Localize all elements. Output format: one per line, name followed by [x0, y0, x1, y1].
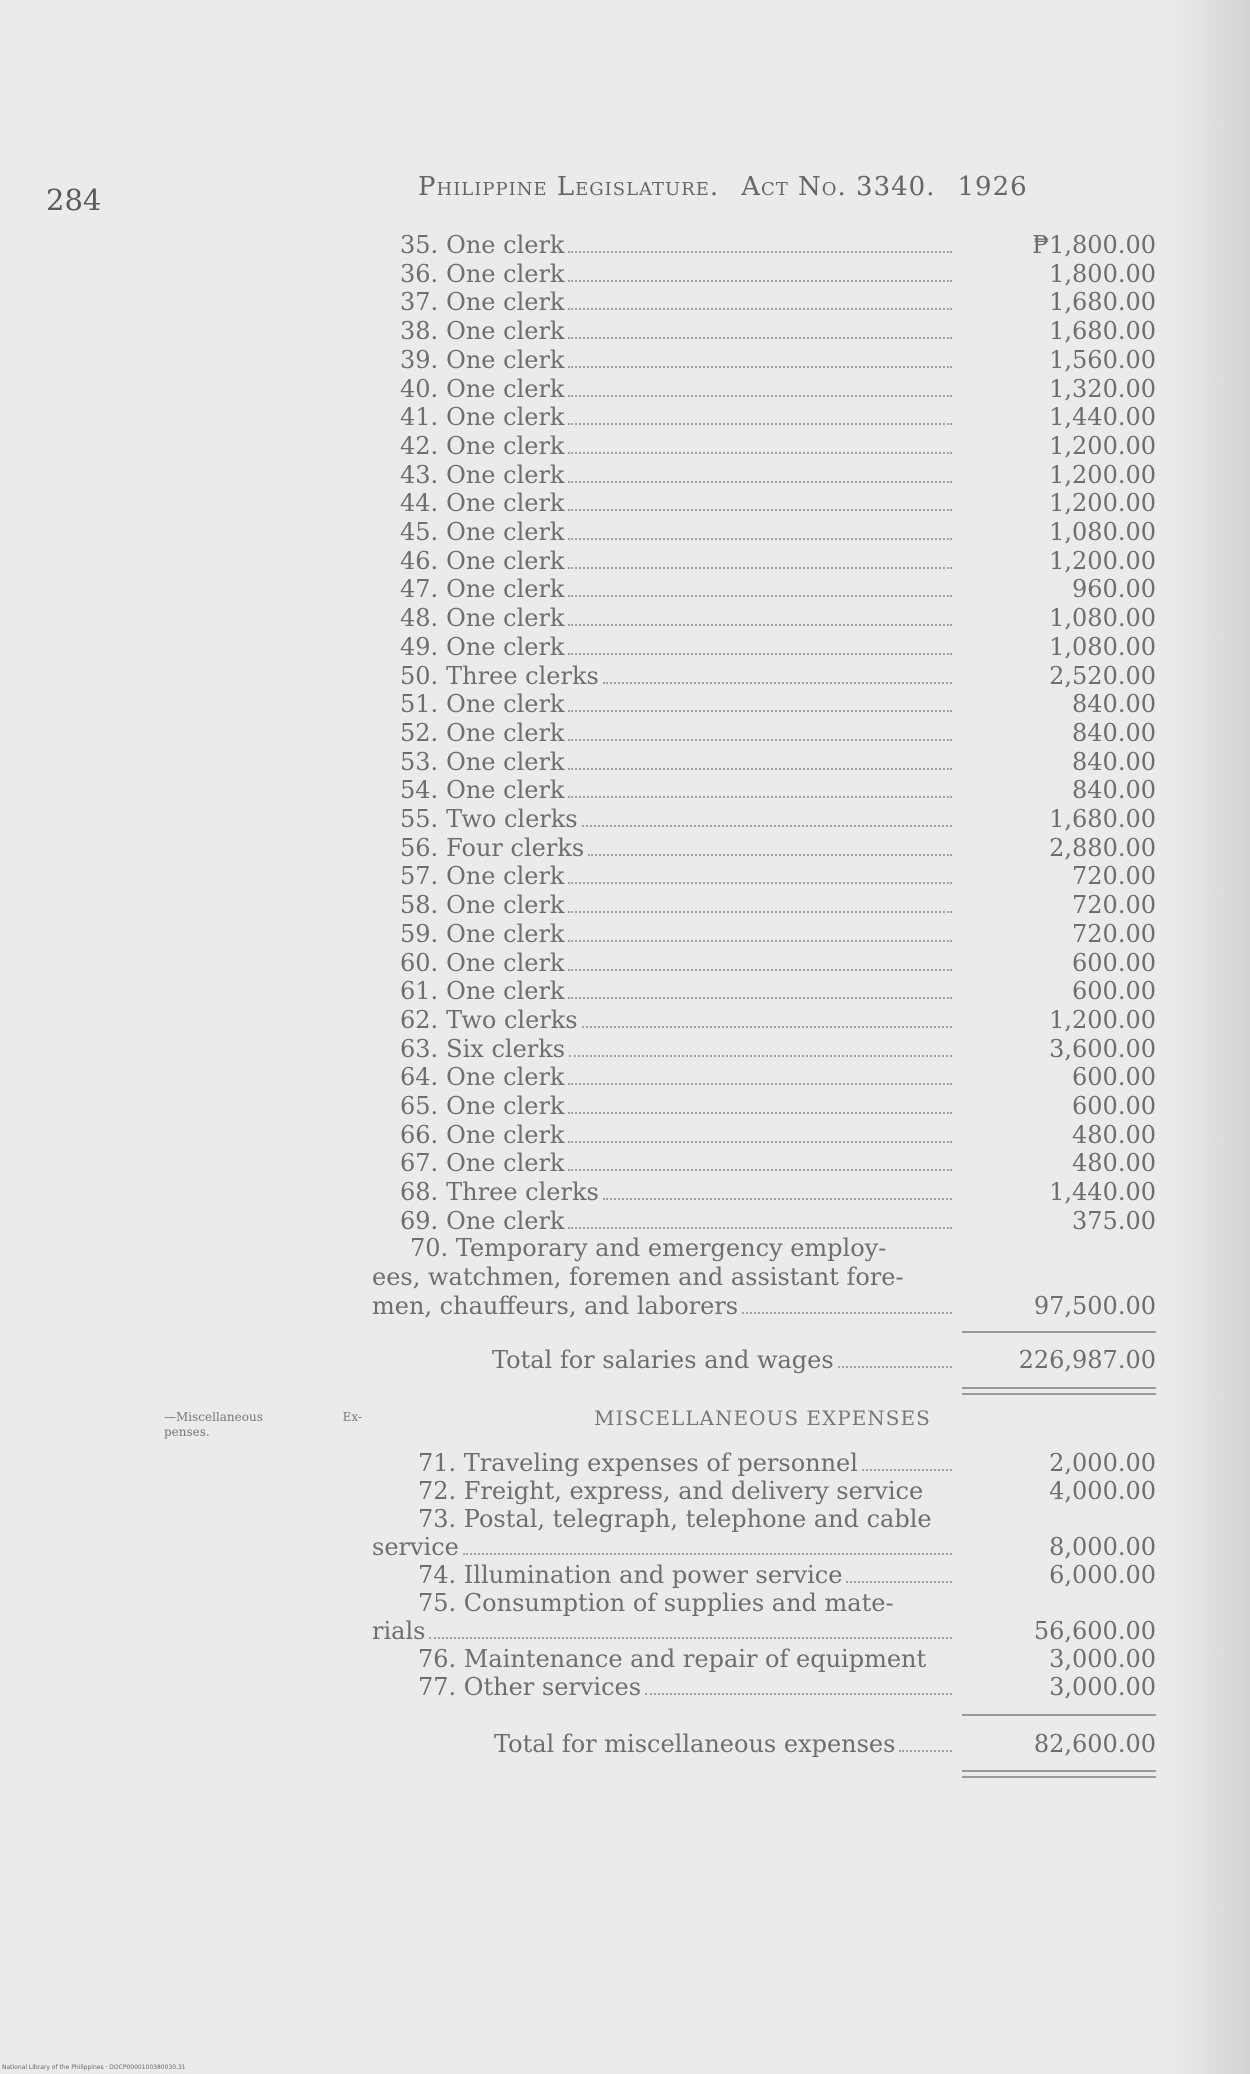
salary-item-number: 56.: [400, 833, 439, 862]
leader-dots: [568, 940, 952, 942]
salary-item-description: [400, 891, 956, 920]
salary-item-amount: 1,440.00: [1049, 403, 1156, 432]
salary-item-label: One clerk: [446, 718, 565, 747]
salary-item-row: [0, 432, 1250, 461]
salary-item-description: [400, 432, 956, 461]
salary-item-amount: 480.00: [1072, 1120, 1156, 1149]
salary-item-number: 53.: [400, 747, 439, 776]
salary-item-amount: 720.00: [1072, 891, 1156, 920]
salary-item-description: [400, 748, 956, 777]
leader-dots: [568, 969, 952, 971]
salary-item-row: [0, 1178, 1250, 1207]
salary-item-amount: 1,560.00: [1049, 345, 1156, 374]
salary-item-label: One clerk: [446, 231, 565, 259]
salary-item-amount: 1,440.00: [1049, 1178, 1156, 1207]
salary-item-row: [0, 1149, 1250, 1178]
salary-item-amount: 1,080.00: [1049, 518, 1156, 546]
salary-item-description: [400, 719, 956, 748]
salary-item-amount: 1,080.00: [1049, 604, 1156, 633]
misc-item-72-amount: 4,000.00: [1049, 1477, 1156, 1505]
salary-item-amount: 600.00: [1072, 948, 1156, 977]
salary-item-label: One clerk: [446, 891, 565, 920]
salary-item-number: 69.: [400, 1206, 439, 1235]
misc-item-76-text: 76. Maintenance and repair of equipment: [418, 1645, 927, 1673]
salary-item-label: One clerk: [446, 374, 565, 403]
salary-item-label: One clerk: [446, 632, 565, 661]
salary-item-amount: 600.00: [1072, 1063, 1156, 1092]
salary-item-amount: 375.00: [1072, 1206, 1156, 1235]
salary-item-description: [400, 346, 956, 375]
salary-item-description: [400, 805, 956, 834]
salary-item-number: 44.: [400, 489, 439, 518]
salary-item-description: [400, 834, 956, 863]
salary-item-number: 50.: [400, 661, 439, 690]
salary-item-label: Four clerks: [446, 833, 585, 862]
salaries-total-label: Total for salaries and wages: [492, 1346, 834, 1374]
salary-item-label: One clerk: [446, 575, 565, 604]
misc-item-75-line2-row: [372, 1617, 956, 1646]
salary-item-description: [400, 604, 956, 633]
salary-item-row: [0, 834, 1250, 863]
salary-item-row: [0, 288, 1250, 317]
salary-item-row: [0, 547, 1250, 576]
leader-dots: [568, 1169, 952, 1171]
total-double-rule-b: [962, 1393, 1156, 1395]
salary-item-amount: 2,880.00: [1049, 833, 1156, 862]
salary-item-row: [0, 604, 1250, 633]
salary-item-label: One clerk: [446, 431, 565, 460]
leader-dots: [742, 1312, 952, 1314]
salary-item-number: 67.: [400, 1149, 439, 1178]
leader-dots: [568, 739, 952, 741]
salary-item-row: [0, 719, 1250, 748]
misc-item-73-line2: service: [372, 1533, 459, 1561]
leader-dots: [568, 481, 952, 483]
misc-item-77: [418, 1673, 956, 1702]
salary-item-label: One clerk: [446, 1063, 565, 1092]
misc-item-71: [418, 1449, 956, 1478]
scan-footer: National Library of the Philippines · DOCP0000100380030.31: [2, 2064, 186, 2071]
salary-item-row: [0, 891, 1250, 920]
salary-item-description: [400, 317, 956, 346]
salary-item-row: [0, 748, 1250, 777]
salary-item-row: [0, 1063, 1250, 1092]
leader-dots: [568, 653, 952, 655]
salary-item-description: [400, 1035, 956, 1064]
salaries-total-row: [492, 1345, 956, 1375]
salary-item-row: [0, 346, 1250, 375]
salary-item-number: 38.: [400, 317, 439, 346]
salary-item-description: [400, 633, 956, 662]
margin-note: [164, 1410, 364, 1440]
salaries-total-amount: 226,987.00: [1018, 1346, 1156, 1374]
leader-dots: [645, 1693, 952, 1695]
salary-item-label: One clerk: [446, 919, 565, 948]
salary-item-number: 47.: [400, 575, 439, 604]
salary-item-label: One clerk: [446, 862, 565, 891]
salary-item-number: 63.: [400, 1034, 439, 1063]
salary-item-number: 42.: [400, 431, 439, 460]
leader-dots: [568, 251, 952, 253]
salary-item-label: Two clerks: [446, 1005, 578, 1034]
leader-dots: [568, 710, 952, 712]
salary-item-label: Two clerks: [446, 805, 578, 833]
salary-item-number: 39.: [400, 345, 439, 374]
salary-item-number: 54.: [400, 776, 439, 805]
salary-item-label: One clerk: [446, 747, 565, 776]
salary-item-number: 58.: [400, 891, 439, 920]
item70-line3-row: [372, 1292, 956, 1321]
leader-dots: [838, 1366, 952, 1368]
leader-dots: [899, 1750, 952, 1752]
salary-item-number: 36.: [400, 259, 439, 288]
salary-item-amount: 1,200.00: [1049, 489, 1156, 518]
salary-item-number: 41.: [400, 403, 439, 432]
salary-item-row: [0, 862, 1250, 891]
salary-item-row: [0, 690, 1250, 719]
salary-item-number: 61.: [400, 977, 439, 1006]
margin-note-line2: penses.: [164, 1425, 210, 1439]
salary-item-label: One clerk: [446, 948, 565, 977]
leader-dots: [568, 452, 952, 454]
salary-item-description: [400, 231, 956, 260]
salary-item-description: [400, 920, 956, 949]
salary-item-row: [0, 949, 1250, 978]
salary-item-description: [400, 403, 956, 432]
salary-item-number: 52.: [400, 718, 439, 747]
salary-item-row: [0, 1035, 1250, 1064]
salary-item-description: [400, 1092, 956, 1121]
page-number: 284: [46, 183, 102, 217]
leader-dots: [463, 1553, 952, 1555]
leader-dots: [568, 1083, 952, 1085]
salary-item-amount: 840.00: [1072, 747, 1156, 776]
salary-item-amount: 600.00: [1072, 977, 1156, 1006]
salary-item-amount: 960.00: [1072, 575, 1156, 604]
salary-item-row: [0, 489, 1250, 518]
salary-item-row: [0, 575, 1250, 604]
salary-item-amount: 1,320.00: [1049, 374, 1156, 403]
salary-item-description: [400, 662, 956, 691]
salary-item-row: [0, 1006, 1250, 1035]
leader-dots: [568, 911, 952, 913]
salary-item-amount: 1,200.00: [1049, 431, 1156, 460]
margin-note-line1: —Miscellaneous: [164, 1410, 263, 1424]
running-head: [418, 172, 1028, 202]
salary-item-number: 57.: [400, 862, 439, 891]
salary-item-number: 66.: [400, 1120, 439, 1149]
salary-item-row: [0, 776, 1250, 805]
misc-item-75-line2: rials: [372, 1617, 426, 1645]
leader-dots: [568, 624, 952, 626]
misc-item-77-amount: 3,000.00: [1049, 1673, 1156, 1701]
leader-dots: [568, 337, 952, 339]
salary-item-label: One clerk: [446, 1120, 565, 1149]
salary-item-amount: 840.00: [1072, 776, 1156, 805]
misc-item-71-amount: 2,000.00: [1049, 1449, 1156, 1477]
salary-item-number: 49.: [400, 632, 439, 661]
salary-item-number: 37.: [400, 288, 439, 317]
salary-item-description: [400, 489, 956, 518]
misc-section-heading: MISCELLANEOUS EXPENSES: [594, 1406, 931, 1430]
salary-item-amount: 1,800.00: [1049, 259, 1156, 288]
leader-dots: [568, 308, 952, 310]
running-head-title: Philippine Legislature.: [418, 172, 720, 202]
misc-total-label: Total for miscellaneous expenses: [494, 1730, 896, 1758]
salary-item-amount: 2,520.00: [1049, 661, 1156, 690]
leader-dots: [568, 567, 952, 569]
salary-item-description: [400, 1006, 956, 1035]
leader-dots: [568, 423, 952, 425]
salary-item-description: [400, 260, 956, 289]
page-edge-shadow: [1170, 0, 1250, 2074]
item70-amount: 97,500.00: [1033, 1292, 1156, 1320]
misc-item-72-text: 72. Freight, express, and delivery service: [418, 1477, 924, 1505]
salary-item-amount: 1,680.00: [1049, 288, 1156, 317]
salary-item-label: One clerk: [446, 317, 565, 346]
salary-item-description: [400, 862, 956, 891]
misc-total-row: [494, 1729, 956, 1759]
salary-item-description: [400, 1063, 956, 1092]
misc-item-75-line1: 75. Consumption of supplies and mate-: [418, 1589, 894, 1617]
salary-item-label: One clerk: [446, 345, 565, 374]
salary-item-number: 64.: [400, 1063, 439, 1092]
salary-item-number: 68.: [400, 1178, 439, 1207]
salary-item-label: One clerk: [446, 1206, 565, 1235]
salary-item-label: One clerk: [446, 489, 565, 518]
salary-item-description: [400, 547, 956, 576]
salary-item-label: One clerk: [446, 690, 565, 719]
salary-item-number: 43.: [400, 460, 439, 489]
salary-item-label: One clerk: [446, 604, 565, 633]
salary-item-label: One clerk: [446, 288, 565, 317]
salary-item-label: Six clerks: [446, 1034, 566, 1063]
salary-item-row: [0, 977, 1250, 1006]
salary-item-amount: 3,600.00: [1049, 1034, 1156, 1063]
salary-item-description: [400, 461, 956, 490]
salary-item-label: One clerk: [446, 1092, 565, 1120]
salary-item-number: 59.: [400, 919, 439, 948]
leader-dots: [603, 1198, 952, 1200]
salary-item-description: [400, 1121, 956, 1150]
salary-item-amount: 1,680.00: [1049, 317, 1156, 346]
misc-double-rule-a: [962, 1770, 1156, 1772]
salary-item-amount: 720.00: [1072, 862, 1156, 891]
leader-dots: [568, 997, 952, 999]
leader-dots: [568, 768, 952, 770]
misc-double-rule-b: [962, 1776, 1156, 1778]
running-head-year: 1926: [957, 172, 1028, 202]
misc-item-74: [418, 1561, 956, 1590]
misc-item-71-text: 71. Traveling expenses of personnel: [418, 1449, 858, 1477]
salary-item-amount: 840.00: [1072, 718, 1156, 747]
leader-dots: [568, 1112, 952, 1114]
leader-dots: [568, 796, 952, 798]
misc-item-73-line1: 73. Postal, telegraph, telephone and cable: [418, 1505, 932, 1533]
salary-item-description: [400, 690, 956, 719]
salary-item-label: One clerk: [446, 518, 565, 546]
salary-item-amount: 1,680.00: [1049, 805, 1156, 833]
salary-item-row: [0, 1207, 1250, 1236]
salary-item-number: 65.: [400, 1092, 439, 1120]
leader-dots: [588, 854, 952, 856]
salary-item-row: [0, 805, 1250, 834]
salary-item-label: One clerk: [446, 977, 565, 1006]
salary-item-amount: 720.00: [1072, 919, 1156, 948]
salary-item-row: [0, 317, 1250, 346]
salary-item-row: [0, 920, 1250, 949]
item70-line2: ees, watchmen, foremen and assistant fore-: [372, 1263, 904, 1291]
salary-item-description: [400, 776, 956, 805]
leader-dots: [603, 682, 952, 684]
salary-item-row: [0, 662, 1250, 691]
salary-item-amount: ₱1,800.00: [1032, 231, 1156, 259]
salary-item-label: One clerk: [446, 460, 565, 489]
misc-subtotal-rule: [962, 1714, 1156, 1716]
misc-item-74-text: 74. Illumination and power service: [418, 1561, 843, 1589]
salary-item-row: [0, 1121, 1250, 1150]
misc-item-74-amount: 6,000.00: [1049, 1561, 1156, 1589]
salary-item-label: One clerk: [446, 1149, 565, 1178]
salary-item-row: [0, 260, 1250, 289]
salary-item-row: [0, 633, 1250, 662]
salary-item-label: One clerk: [446, 259, 565, 288]
salary-item-description: [400, 288, 956, 317]
misc-item-75-amount: 56,600.00: [1033, 1617, 1156, 1645]
leader-dots: [568, 1141, 952, 1143]
salary-item-description: [400, 1207, 956, 1236]
salary-item-description: [400, 518, 956, 547]
salary-item-number: 60.: [400, 948, 439, 977]
total-double-rule-a: [962, 1387, 1156, 1389]
salary-item-description: [400, 977, 956, 1006]
salary-item-label: One clerk: [446, 403, 565, 432]
salary-item-number: 55.: [400, 805, 439, 833]
salary-item-number: 46.: [400, 546, 439, 575]
salary-item-amount: 1,080.00: [1049, 632, 1156, 661]
leader-dots: [568, 595, 952, 597]
leader-dots: [568, 395, 952, 397]
salary-item-row: [0, 461, 1250, 490]
salary-item-amount: 600.00: [1072, 1092, 1156, 1120]
salary-item-amount: 1,200.00: [1049, 460, 1156, 489]
salary-item-description: [400, 575, 956, 604]
leader-dots: [846, 1581, 952, 1583]
running-head-act: Act No. 3340.: [741, 172, 936, 202]
misc-item-77-text: 77. Other services: [418, 1673, 642, 1701]
leader-dots: [568, 280, 952, 282]
salary-item-amount: 1,200.00: [1049, 546, 1156, 575]
salary-item-number: 40.: [400, 374, 439, 403]
salary-item-number: 62.: [400, 1005, 439, 1034]
misc-item-76-amount: 3,000.00: [1049, 1645, 1156, 1673]
leader-dots: [568, 538, 952, 540]
salary-item-amount: 480.00: [1072, 1149, 1156, 1178]
salary-item-amount: 1,200.00: [1049, 1005, 1156, 1034]
salary-item-label: Three clerks: [446, 1178, 599, 1207]
salary-item-description: [400, 1178, 956, 1207]
salary-item-number: 45.: [400, 518, 439, 546]
salary-item-description: [400, 949, 956, 978]
leader-dots: [568, 509, 952, 511]
leader-dots: [568, 1227, 952, 1229]
leader-dots: [429, 1637, 952, 1639]
leader-dots: [568, 882, 952, 884]
item70-line3: men, chauffeurs, and laborers: [372, 1292, 739, 1320]
subtotal-rule: [962, 1331, 1156, 1333]
salary-item-number: 51.: [400, 690, 439, 719]
misc-item-73-amount: 8,000.00: [1049, 1533, 1156, 1561]
salary-item-label: Three clerks: [446, 661, 599, 690]
misc-total-amount: 82,600.00: [1033, 1730, 1156, 1758]
leader-dots: [862, 1469, 952, 1471]
salary-item-row: [0, 231, 1250, 260]
margin-note-hyphen-part: Ex-: [342, 1410, 362, 1424]
leader-dots: [568, 366, 952, 368]
salary-item-row: [0, 518, 1250, 547]
salary-item-description: [400, 1149, 956, 1178]
salary-item-number: 48.: [400, 604, 439, 633]
salary-item-row: [0, 375, 1250, 404]
salary-item-number: 35.: [400, 231, 439, 259]
salary-item-row: [0, 403, 1250, 432]
salary-item-description: [400, 375, 956, 404]
salary-item-label: One clerk: [446, 546, 565, 575]
leader-dots: [582, 1026, 952, 1028]
leader-dots: [569, 1055, 952, 1057]
item70-line1: 70. Temporary and emergency employ-: [410, 1234, 887, 1262]
salary-item-label: One clerk: [446, 776, 565, 805]
misc-item-73-line2-row: [372, 1533, 956, 1562]
salary-item-amount: 840.00: [1072, 690, 1156, 719]
leader-dots: [582, 825, 952, 827]
salary-item-row: [0, 1092, 1250, 1121]
